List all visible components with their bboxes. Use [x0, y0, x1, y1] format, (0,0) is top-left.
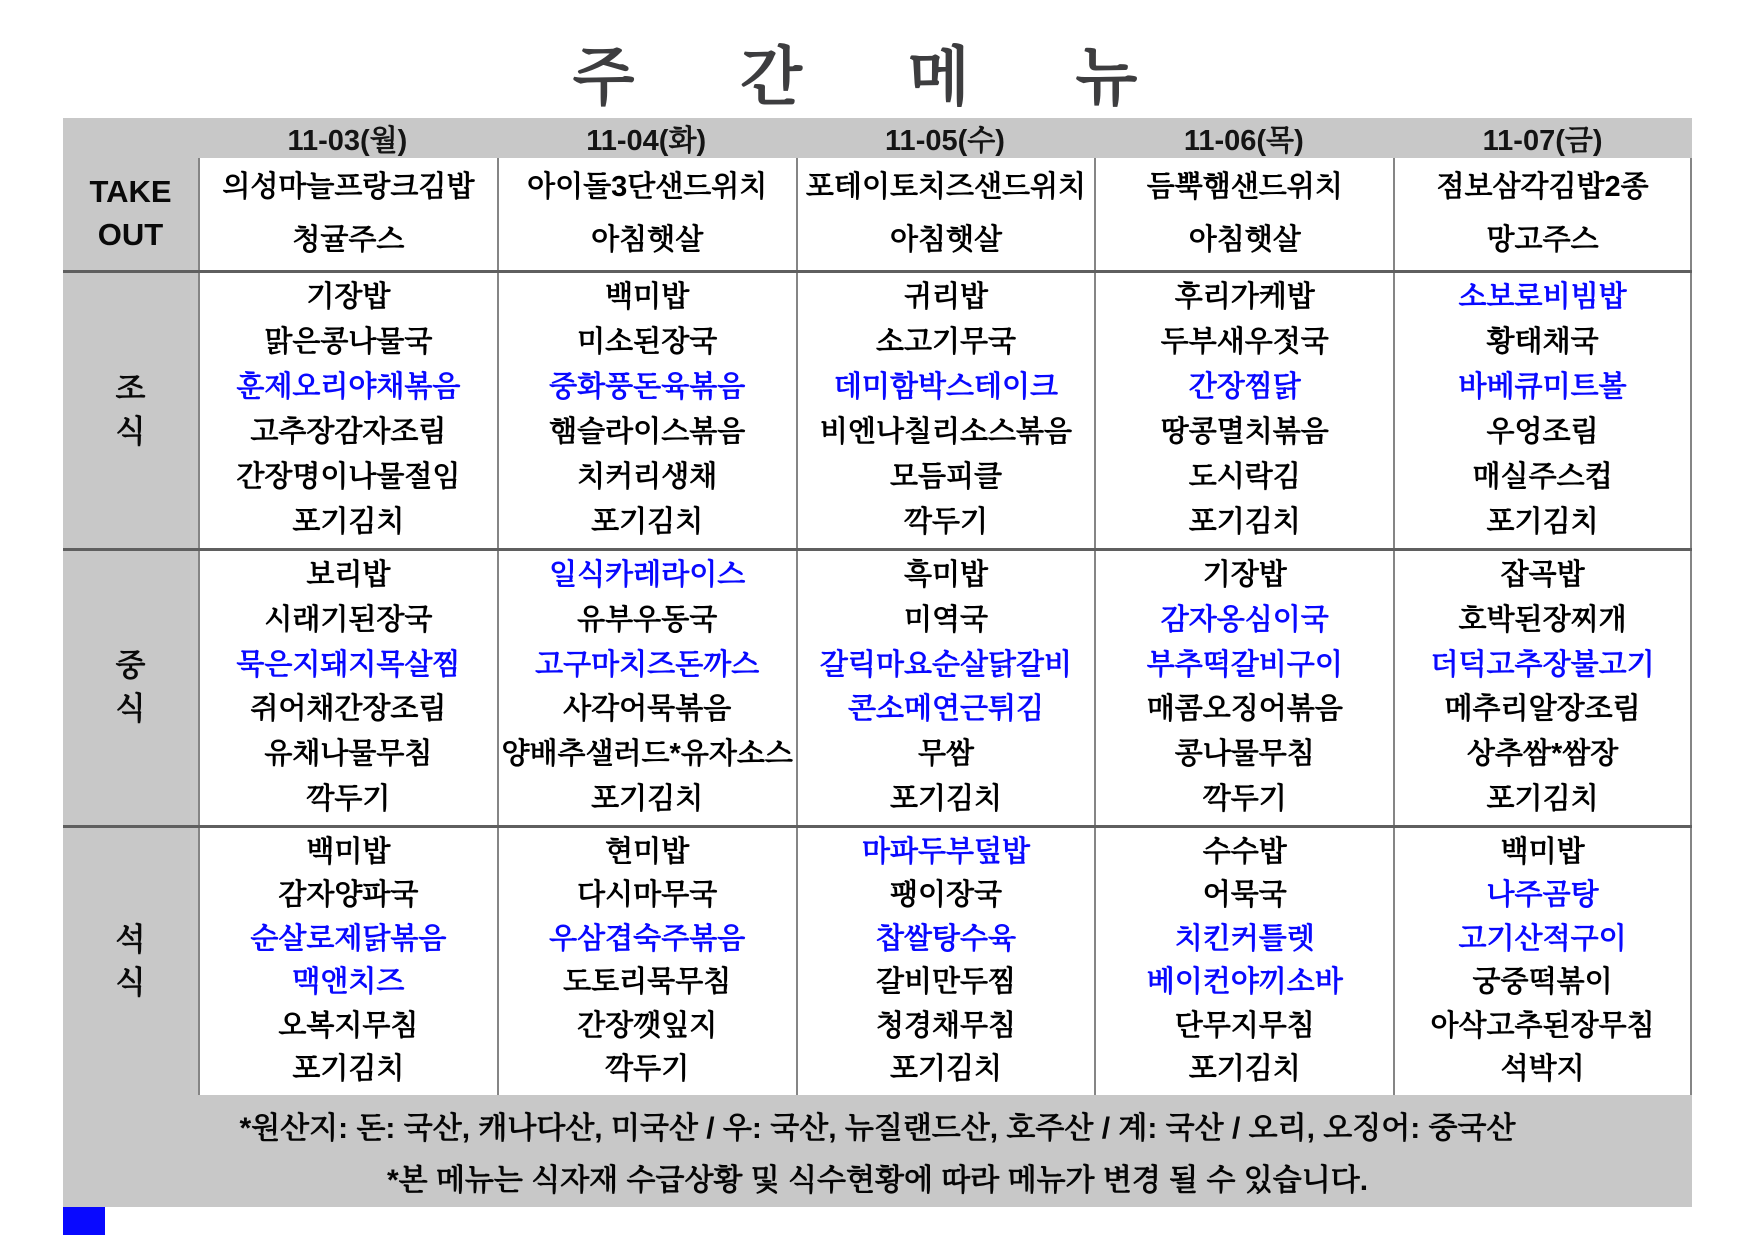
- section-dinner: [63, 825, 1692, 1095]
- menu-cell: [198, 828, 497, 1095]
- menu-item: 메추리알장조림: [1444, 693, 1641, 726]
- section-label-line: 식: [115, 413, 146, 449]
- menu-item: 아이돌3단샌드위치: [527, 170, 768, 203]
- menu-item: 깍두기: [605, 1053, 690, 1086]
- section-label-line: 식: [115, 964, 146, 1000]
- menu-item: 순살로제닭볶음: [250, 922, 447, 955]
- menu-item: 포테이토치즈샌드위치: [805, 170, 1087, 203]
- menu-item: 중화풍돈육볶음: [549, 371, 746, 404]
- menu-cell: [497, 158, 796, 270]
- menu-cell: [198, 551, 497, 825]
- menu-item: 무쌈: [917, 738, 974, 770]
- menu-item: 데미함박스테이크: [833, 371, 1059, 404]
- menu-item: 청귤주스: [292, 223, 405, 256]
- menu-item: 치커리생채: [577, 460, 718, 493]
- menu-cell: [796, 158, 1095, 270]
- header-corner-cell: [63, 118, 198, 159]
- menu-item: 간장찜닭: [1188, 371, 1301, 404]
- menu-cell: [1094, 551, 1393, 825]
- section-label-line: 식: [115, 691, 146, 726]
- menu-item: 귀리밥: [903, 281, 989, 314]
- menu-item: 보리밥: [306, 559, 391, 592]
- menu-item: 유채나물무침: [264, 738, 433, 770]
- menu-item: 수수밥: [1202, 835, 1287, 868]
- section-lunch: [63, 548, 1692, 825]
- menu-item: 포기김치: [889, 1053, 1003, 1086]
- menu-item: 의성마늘프랑크김밥: [222, 170, 475, 203]
- menu-cell: [1393, 828, 1692, 1095]
- menu-cell: [198, 273, 497, 548]
- menu-item: 백미밥: [605, 281, 690, 314]
- menu-item: 고추장감자조림: [250, 415, 447, 448]
- menu-cell: [198, 158, 497, 270]
- menu-item: 도토리묵무침: [563, 966, 732, 999]
- menu-item: 양배추샐러드*유자소스: [501, 738, 793, 770]
- menu-item: 호박된장찌개: [1458, 604, 1627, 637]
- menu-item: 사각어묵볶음: [563, 693, 732, 726]
- date-header: 11-05(수): [885, 125, 1005, 157]
- section-label-line: OUT: [97, 217, 164, 252]
- section-label-line: 석: [115, 921, 146, 957]
- menu-item: 포기김치: [591, 782, 704, 815]
- menu-item: 미역국: [903, 604, 989, 637]
- menu-item: 석박지: [1500, 1053, 1585, 1086]
- section-label-takeout: [63, 158, 198, 270]
- menu-item: 맥앤치즈: [292, 966, 405, 999]
- menu-item: 햄슬라이스볶음: [549, 415, 746, 448]
- menu-item: 잡곡밥: [1500, 559, 1585, 592]
- menu-item: 나주곰탕: [1486, 879, 1599, 912]
- menu-item: 백미밥: [306, 835, 391, 868]
- menu-item: 미소된장국: [577, 326, 718, 359]
- menu-item: 매콤오징어볶음: [1146, 693, 1343, 726]
- menu-cell: [1393, 551, 1692, 825]
- section-label-line: 중: [115, 648, 146, 684]
- menu-item: 감자양파국: [278, 879, 419, 912]
- menu-item: 포기김치: [1188, 505, 1301, 538]
- menu-item: 점보삼각김밥2종: [1436, 170, 1649, 203]
- menu-item: 마파두부덮밥: [861, 835, 1031, 868]
- menu-item: 오복지무침: [278, 1009, 419, 1042]
- menu-item: 맑은콩나물국: [264, 326, 433, 359]
- menu-item: 치킨커틀렛: [1174, 922, 1315, 955]
- menu-item: 기장밥: [1202, 559, 1287, 592]
- menu-cell: [1094, 158, 1393, 270]
- menu-item: 황태채국: [1486, 326, 1599, 359]
- origin-note: *원산지: 돈: 국산, 캐나다산, 미국산 / 우: 국산, 뉴질랜드산, 호주산 / 계: 국산 / 오리, 오징어: 중국산: [239, 1112, 1516, 1145]
- menu-item: 현미밥: [605, 835, 690, 868]
- menu-item: 다시마무국: [577, 879, 718, 912]
- menu-item: 두부새우젓국: [1160, 326, 1329, 359]
- menu-item: 고기산적구이: [1458, 922, 1627, 955]
- menu-item: 어묵국: [1202, 879, 1287, 912]
- menu-item: 비엔나칠리소스볶음: [819, 415, 1073, 448]
- menu-item: 간장깻잎지: [577, 1009, 718, 1042]
- menu-item: 바베큐미트볼: [1458, 371, 1627, 404]
- menu-item: 백미밥: [1500, 835, 1585, 868]
- menu-item: 포기김치: [1188, 1053, 1301, 1086]
- menu-item: 아침햇살: [889, 223, 1003, 256]
- menu-item: 흑미밥: [903, 559, 989, 592]
- menu-item: 부추떡갈비구이: [1146, 648, 1343, 681]
- menu-item: 아침햇살: [1188, 223, 1301, 256]
- date-header: 11-06(목): [1183, 125, 1304, 157]
- menu-cell: [796, 551, 1095, 825]
- menu-item: 상추쌈*쌈장: [1466, 738, 1619, 770]
- header-row: [63, 118, 1692, 158]
- bottom-left-accent: [63, 1207, 105, 1235]
- menu-item: 더덕고추장불고기: [1430, 648, 1655, 681]
- section-label-line: 조: [115, 370, 146, 406]
- section-label-lunch: [63, 551, 198, 825]
- menu-item: 포기김치: [292, 1053, 405, 1086]
- menu-item: 단무지무침: [1174, 1009, 1315, 1042]
- section-label-line: TAKE: [89, 174, 172, 210]
- menu-cell: [1094, 828, 1393, 1095]
- menu-item: 고구마치즈돈까스: [535, 648, 760, 681]
- menu-item: 망고주스: [1486, 223, 1599, 256]
- menu-item: 찹쌀탕수육: [875, 922, 1017, 955]
- menu-item: 묵은지돼지목살찜: [236, 648, 461, 681]
- menu-item: 베이컨야끼소바: [1146, 966, 1343, 999]
- menu-item: 포기김치: [1486, 505, 1599, 538]
- menu-item: 듬뿍햄샌드위치: [1146, 170, 1343, 203]
- date-header: 11-03(월): [287, 125, 408, 157]
- menu-cell: [796, 273, 1095, 548]
- menu-cell: [1094, 273, 1393, 548]
- menu-item: 일식카레라이스: [549, 559, 746, 592]
- page-title: 주 간 메 뉴: [572, 41, 1182, 113]
- change-note: *본 메뉴는 식자재 수급상황 및 식수현황에 따라 메뉴가 변경 될 수 있습니다.: [386, 1164, 1369, 1197]
- menu-item: 쥐어채간장조림: [250, 693, 447, 726]
- menu-item: 아침햇살: [591, 223, 704, 256]
- menu-item: 포기김치: [889, 782, 1003, 815]
- menu-item: 감자옹심이국: [1160, 604, 1329, 637]
- menu-item: 후리가케밥: [1174, 281, 1315, 314]
- menu-table: [63, 118, 1692, 1095]
- menu-item: 시래기된장국: [264, 604, 433, 637]
- menu-item: 우엉조림: [1486, 415, 1599, 448]
- menu-item: 깍두기: [903, 505, 989, 538]
- menu-item: 훈제오리야채볶음: [236, 371, 461, 404]
- menu-item: 간장명이나물절임: [236, 460, 461, 493]
- menu-item: 매실주스컵: [1472, 460, 1613, 493]
- menu-item: 팽이장국: [889, 879, 1003, 912]
- menu-item: 청경채무침: [875, 1009, 1017, 1042]
- menu-item: 도시락김: [1188, 460, 1301, 493]
- footer-notes: [63, 1095, 1692, 1207]
- menu-item: 아삭고추된장무침: [1430, 1009, 1655, 1042]
- menu-cell: [497, 828, 796, 1095]
- section-takeout: [63, 158, 1692, 270]
- menu-item: 포기김치: [292, 505, 405, 538]
- menu-item: 유부우동국: [577, 604, 718, 637]
- section-breakfast: [63, 270, 1692, 548]
- menu-item: 소보로비빔밥: [1458, 281, 1627, 314]
- menu-item: 포기김치: [591, 505, 704, 538]
- date-header: 11-07(금): [1482, 125, 1603, 157]
- menu-cell: [796, 828, 1095, 1095]
- menu-item: 콩나물무침: [1174, 738, 1315, 770]
- menu-item: 갈릭마요순살닭갈비: [819, 648, 1073, 681]
- menu-item: 우삼겹숙주볶음: [549, 922, 746, 955]
- menu-cell: [1393, 273, 1692, 548]
- menu-item: 땅콩멸치볶음: [1160, 415, 1329, 448]
- date-header: 11-04(화): [586, 125, 707, 157]
- menu-item: 포기김치: [1486, 782, 1599, 815]
- menu-item: 깍두기: [1202, 782, 1287, 815]
- menu-cell: [497, 551, 796, 825]
- section-label-breakfast: [63, 273, 198, 548]
- menu-item: 모듬피클: [889, 460, 1003, 493]
- menu-item: 콘소메연근튀김: [847, 693, 1045, 726]
- menu-item: 궁중떡볶이: [1472, 966, 1613, 999]
- menu-item: 기장밥: [306, 281, 391, 314]
- menu-item: 갈비만두찜: [875, 966, 1017, 999]
- menu-cell: [497, 273, 796, 548]
- menu-item: 소고기무국: [875, 326, 1017, 359]
- section-label-dinner: [63, 828, 198, 1095]
- menu-cell: [1393, 158, 1692, 270]
- menu-item: 깍두기: [306, 782, 391, 815]
